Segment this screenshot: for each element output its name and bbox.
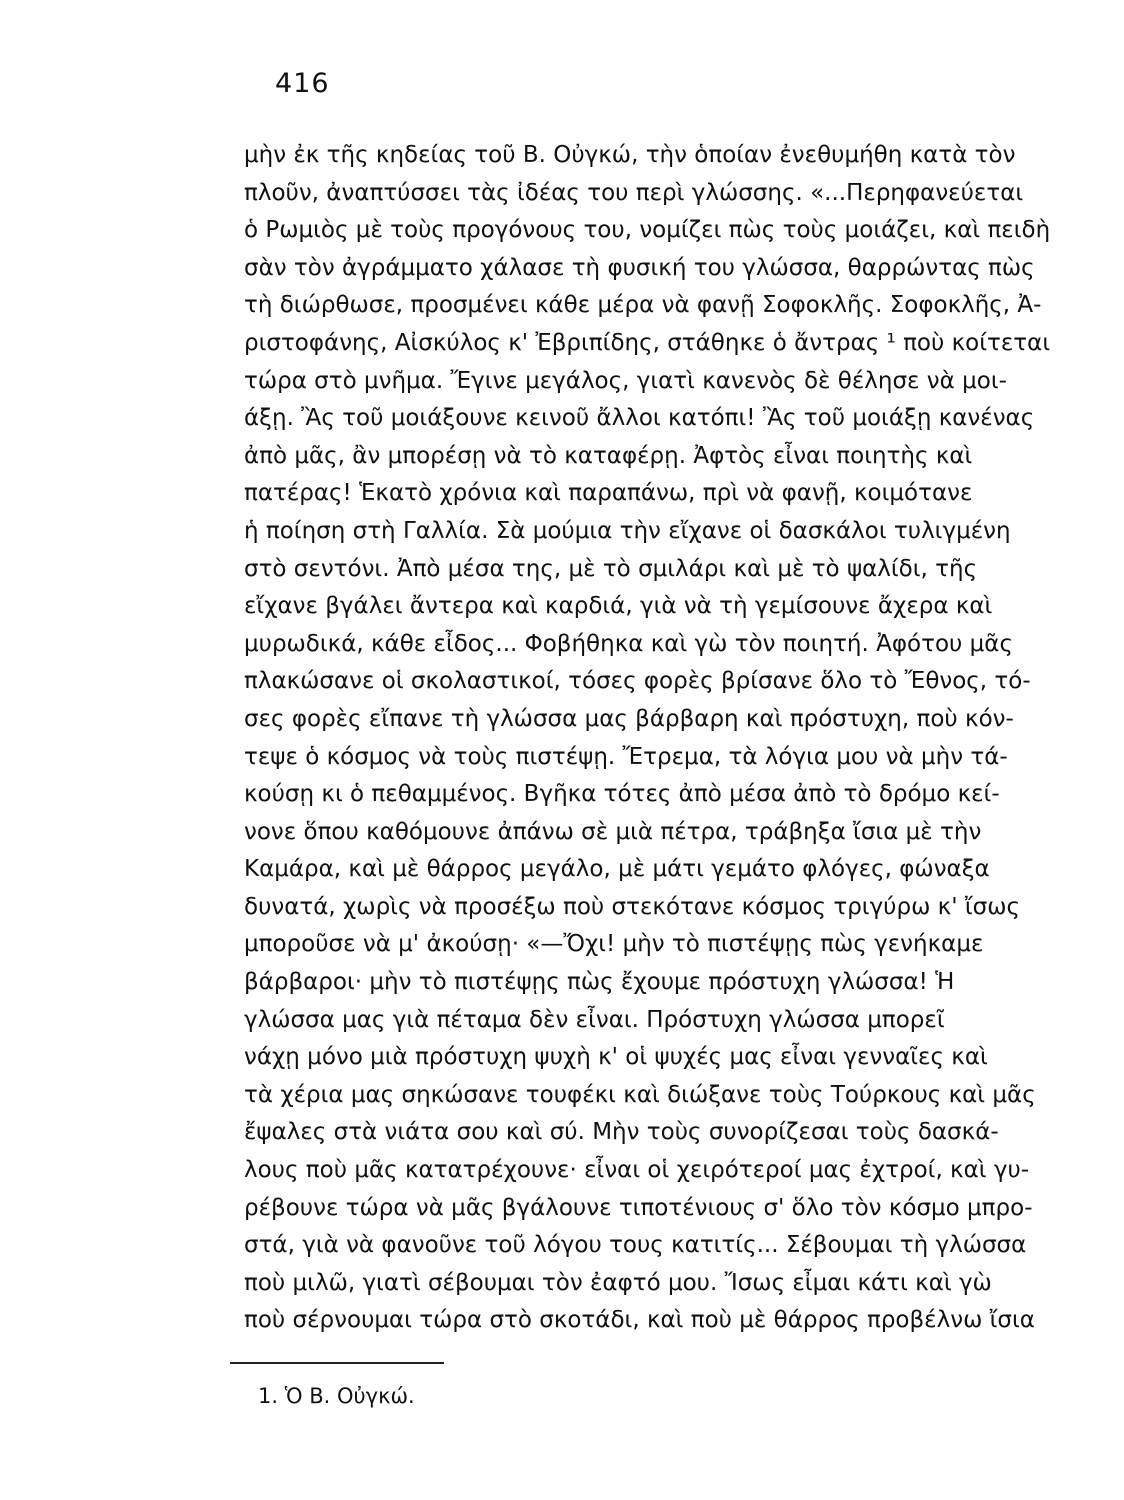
text-line: τὰ χέρια μας σηκώσανε τουφέκι καὶ διώξανε τοὺς Τούρκους καὶ μᾶς [244,1081,1036,1108]
page-number: 416 [275,68,330,99]
text-line: στὸ σεντόνι. Ἀπὸ μέσα της, μὲ τὸ σμιλάρι καὶ μὲ τὸ ψαλίδι, τῆς [244,555,978,582]
body-text [244,137,1124,1340]
text-line: σες φορὲς εἴπανε τὴ γλώσσα μας βάρβαρη καὶ πρόστυχη, ποὺ κόν- [244,705,1014,732]
text-line: ἔψαλες στὰ νιάτα σου καὶ σύ. Μὴν τοὺς συνορίζεσαι τοὺς δασκά- [244,1119,999,1146]
text-line: νάχῃ μόνο μιὰ πρόστυχη ψυχὴ κ' οἱ ψυχές μας εἶναι γενναῖες καὶ [244,1044,988,1071]
text-line: Καμάρα, καὶ μὲ θάρρος μεγάλο, μὲ μάτι γεμάτο φλόγες, φώναξα [244,856,990,883]
text-line: τὴ διώρθωσε, προσμένει κάθε μέρα νὰ φανῇ Σοφοκλῆς. Σοφοκλῆς, Ἀ- [244,292,1042,319]
footnote: 1. Ὁ Β. Οὐγκώ. [258,1384,415,1408]
text-line: τεψε ὁ κόσμος νὰ τοὺς πιστέψῃ. Ἔτρεμα, τὰ λόγια μου νὰ μὴν τά- [244,743,1008,770]
text-line: λους ποὺ μᾶς κατατρέχουνε· εἶναι οἱ χειρότεροί μας ἐχτροί, καὶ γυ- [244,1157,1030,1184]
text-line: ριστοφάνης, Αἰσκύλος κ' Ἐβριπίδης, στάθηκε ὁ ἄντρας ¹ ποὺ κοίτεται [244,329,1051,356]
text-line: ἡ ποίηση στὴ Γαλλία. Σὰ μούμια τὴν εἴχανε οἱ δασκάλοι τυλιγμένη [244,517,1011,544]
text-line: τώρα στὸ μνῆμα. Ἔγινε μεγάλος, γιατὶ κανενὸς δὲ θέλησε νὰ μοι- [244,367,1007,394]
text-line: ὁ Ρωμιὸς μὲ τοὺς προγόνους του, νομίζει πὼς τοὺς μοιάζει, καὶ πειδὴ [244,217,1051,244]
text-line: πλοῦν, ἀναπτύσσει τὰς ἰδέας του περὶ γλώσσης. «...Περηφανεύεται [244,179,1024,206]
text-line: βάρβαροι· μὴν τὸ πιστέψῃς πὼς ἔχουμε πρόστυχη γλώσσα! Ἡ [244,969,955,996]
text-line: ποὺ σέρνουμαι τώρα στὸ σκοτάδι, καὶ ποὺ μὲ θάρρος προβέλνω ἴσια [244,1307,1035,1334]
text-line: νονε ὅπου καθόμουνε ἀπάνω σὲ μιὰ πέτρα, τράβηξα ἴσια μὲ τὴν [244,818,982,845]
footnote-divider [230,1362,444,1364]
text-line: εἴχανε βγάλει ἄντερα καὶ καρδιά, γιὰ νὰ τὴ γεμίσουνε ἄχερα καὶ [244,593,993,620]
text-line: άξῃ. Ἂς τοῦ μοιάξουνε κεινοῦ ἄλλοι κατόπι! Ἂς τοῦ μοιάξῃ κανένας [244,405,1035,432]
text-line: πατέρας! Ἑκατὸ χρόνια καὶ παραπάνω, πρὶ νὰ φανῇ, κοιμότανε [244,480,973,507]
text-line: σὰν τὸν ἀγράμματο χάλασε τὴ φυσική του γλώσσα, θαρρώντας πὼς [244,254,1035,281]
text-line: στά, γιὰ νὰ φανοῦνε τοῦ λόγου τους κατιτίς... Σέβουμαι τὴ γλώσσα [244,1232,1027,1259]
text-line: πλακώσανε οἱ σκολαστικοί, τόσες φορὲς βρίσανε ὅλο τὸ Ἔθνος, τό- [244,668,1031,695]
text-line: ἀπὸ μᾶς, ἂν μπορέσῃ νὰ τὸ καταφέρῃ. Ἀφτὸς εἶναι ποιητὴς καὶ [244,442,973,469]
text-line: δυνατά, χωρὶς νὰ προσέξω ποὺ στεκότανε κόσμος τριγύρω κ' ἴσως [244,893,1020,920]
text-line: κούσῃ κι ὁ πεθαμμένος. Βγῆκα τότες ἀπὸ μέσα ἀπὸ τὸ δρόμο κεί- [244,781,1000,808]
text-line: ρέβουνε τώρα νὰ μᾶς βγάλουνε τιποτένιους σ' ὅλο τὸν κόσμο μπρο- [244,1194,1033,1221]
text-line: μποροῦσε νὰ μ' ἀκούσῃ· «—Ὄχι! μὴν τὸ πιστέψῃς πὼς γενήκαμε [244,931,984,958]
text-line: μὴν ἐκ τῆς κηδείας τοῦ Β. Οὐγκώ, τὴν ὁποίαν ἐνεθυμήθη κατὰ τὸν [244,142,1016,168]
text-line: ποὺ μιλῶ, γιατὶ σέβουμαι τὸν ἐαφτό μου. Ἴσως εἶμαι κάτι καὶ γὼ [244,1269,992,1296]
text-line: γλώσσα μας γιὰ πέταμα δὲν εἶναι. Πρόστυχη γλώσσα μπορεῖ [244,1006,945,1033]
text-line: μυρωδικά, κάθε εἶδος... Φοβήθηκα καὶ γὼ τὸν ποιητή. Ἀφότου μᾶς [244,630,1013,657]
